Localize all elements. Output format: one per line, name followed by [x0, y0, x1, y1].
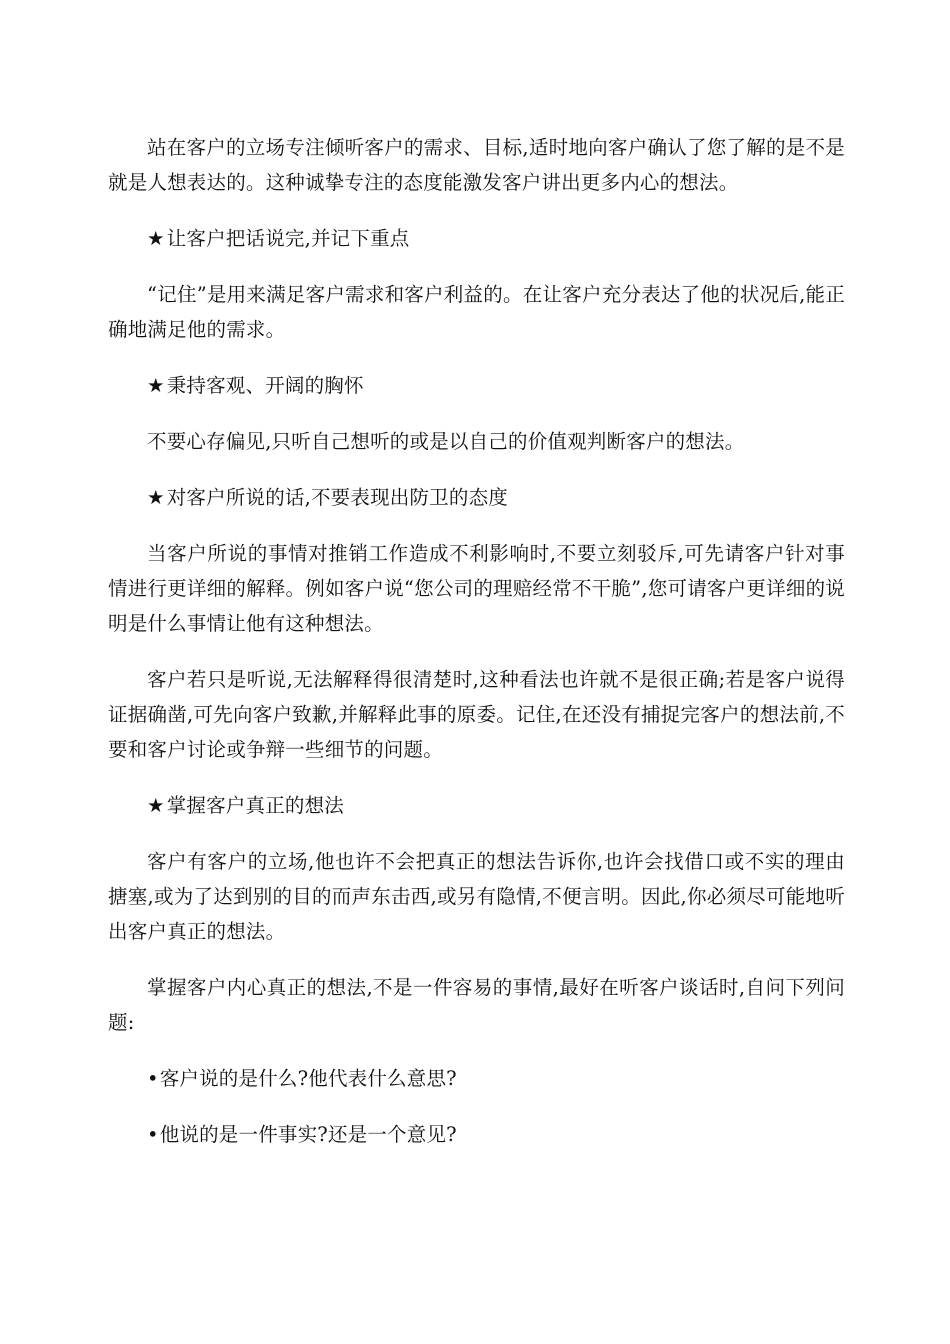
star-icon: ★	[147, 794, 165, 817]
paragraph: 客户若只是听说,无法解释得很清楚时,这种看法也许就不是很正确;若是客户说得证据确凿,可先向客户致歉,并解释此事的原委。记住,在还没有捕捉完客户的想法前,不要和客户讨论或争辩一些细节的问题。	[108, 668, 845, 761]
document-body	[108, 130, 845, 1152]
paragraph: “记住”是用来满足客户需求和客户利益的。在让客户充分表达了他的状况后,能正确地满足他的需求。	[108, 283, 845, 341]
paragraph: 不要心存偏见,只听自己想听的或是以自己的价值观判断客户的想法。	[147, 430, 745, 453]
star-icon: ★	[147, 374, 165, 397]
list-item-text: 他说的是一件事实?还是一个意见?	[159, 1123, 457, 1146]
star-icon: ★	[147, 227, 165, 250]
paragraph: 当客户所说的事情对推销工作造成不利影响时,不要立刻驳斥,可先请客户针对事情进行更详细的解释。例如客户说“您公司的理赔经常不干脆”,您可请客户更详细的说明是什么事情让他有这种想法。	[108, 542, 845, 635]
star-icon: ★	[147, 486, 165, 509]
paragraph: 掌握客户内心真正的想法,不是一件容易的事情,最好在听客户谈话时,自问下列问题:	[108, 976, 845, 1034]
bullet-icon: •	[147, 1123, 159, 1146]
list-item	[108, 1061, 845, 1096]
heading-text: 掌握客户真正的想法	[166, 794, 344, 817]
heading-text: 让客户把话说完,并记下重点	[166, 227, 410, 250]
paragraph: 客户有客户的立场,他也许不会把真正的想法告诉你,也许会找借口或不实的理由搪塞,或为了达到别的目的而声东击西,或另有隐情,不便言明。因此,你必须尽可能地听出客户真正的想法。	[108, 850, 845, 943]
bullet-icon: •	[147, 1067, 159, 1090]
heading-text: 秉持客观、开阔的胸怀	[166, 374, 364, 397]
section-heading	[108, 480, 845, 515]
heading-text: 对客户所说的话,不要表现出防卫的态度	[166, 486, 508, 509]
section-heading	[108, 368, 845, 403]
section-heading	[108, 221, 845, 256]
list-item	[108, 1117, 845, 1152]
paragraph: 站在客户的立场专注倾听客户的需求、目标,适时地向客户确认了您了解的是不是就是人想表达的。这种诚挚专注的态度能激发客户讲出更多内心的想法。	[108, 136, 845, 194]
list-item-text: 客户说的是什么?他代表什么意思?	[159, 1067, 457, 1090]
section-heading	[108, 788, 845, 823]
